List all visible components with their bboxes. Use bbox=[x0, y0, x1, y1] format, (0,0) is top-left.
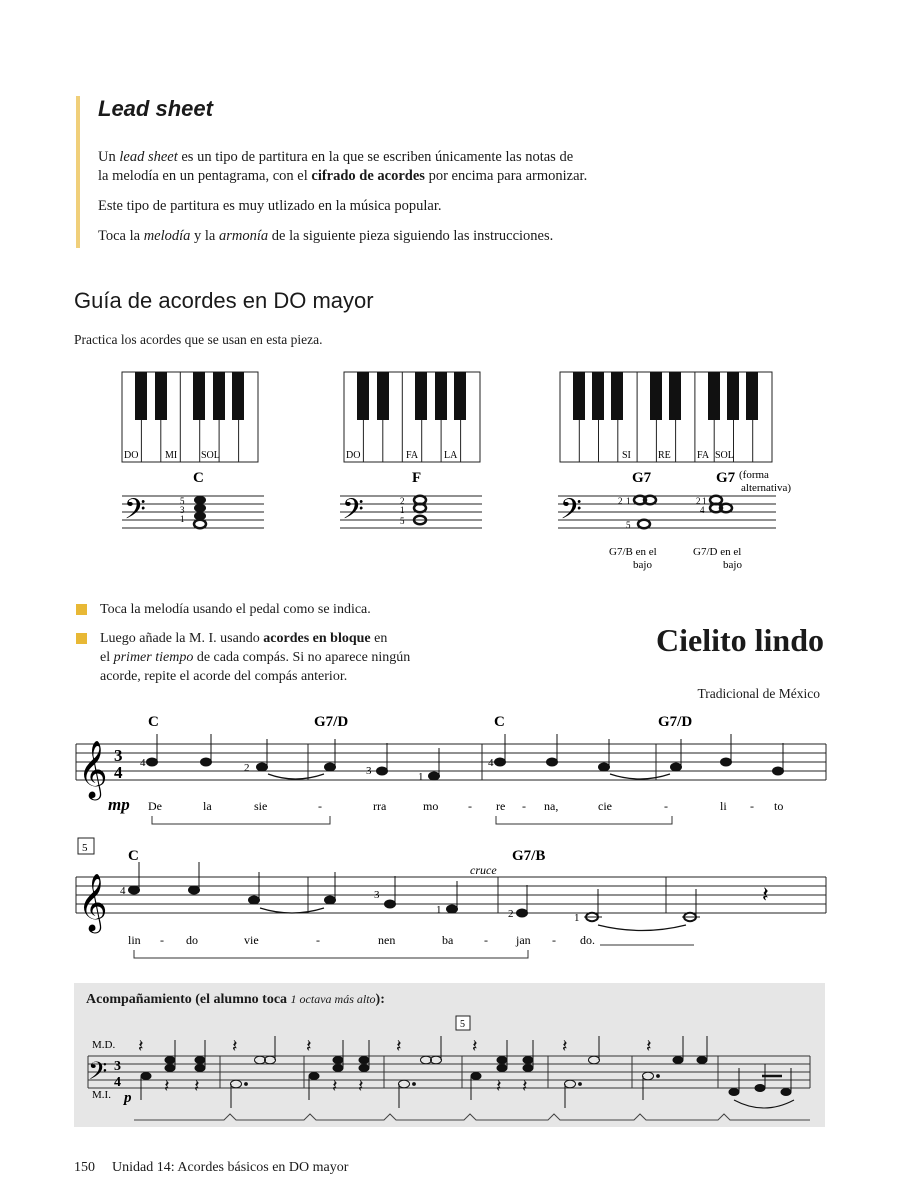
chord-symbol: C bbox=[128, 848, 139, 864]
lyric: la bbox=[203, 799, 212, 813]
key-label: DO bbox=[124, 450, 139, 461]
lyric: - bbox=[316, 933, 320, 947]
svg-text:𝄽: 𝄽 bbox=[194, 1076, 200, 1096]
instruction-2 bbox=[100, 629, 410, 686]
fingering: 4 bbox=[700, 505, 705, 515]
lyric: do bbox=[186, 933, 198, 947]
chord-guide-subtitle: Practica los acordes que se usan en esta pieza. bbox=[74, 332, 323, 347]
fingering: 5 bbox=[400, 516, 405, 526]
treble-staff-1 bbox=[76, 744, 826, 780]
svg-text:𝄽: 𝄽 bbox=[562, 1036, 568, 1056]
chord-symbol: G7/D bbox=[314, 714, 349, 730]
keyboard-f bbox=[344, 372, 480, 462]
pedal-marks bbox=[134, 1114, 810, 1120]
term-cifrado: cifrado de acordes bbox=[311, 168, 425, 184]
bullet-marker bbox=[76, 633, 87, 644]
lyrics-1 bbox=[148, 799, 783, 813]
lyric: re bbox=[496, 799, 506, 813]
lead-sheet-accent-bar bbox=[76, 96, 80, 248]
finger-number: 3 bbox=[366, 765, 372, 777]
lyric: De bbox=[148, 799, 162, 813]
pedal-brackets-1 bbox=[152, 816, 672, 824]
time-signature-bottom: 4 bbox=[114, 1075, 121, 1090]
lh-label: M.I. bbox=[92, 1089, 111, 1101]
lead-sheet-paragraph-1 bbox=[98, 148, 587, 186]
lyric: do. bbox=[580, 933, 595, 947]
text: Un bbox=[98, 149, 120, 165]
rests bbox=[138, 1036, 652, 1096]
fingering: 5 bbox=[180, 496, 185, 506]
chord-symbol: G7/B bbox=[512, 848, 546, 864]
key-label: LA bbox=[444, 450, 458, 461]
term-acordes-en-bloque: acordes en bloque bbox=[263, 631, 371, 646]
instruction-1: Toca la melodía usando el pedal como se indica. bbox=[100, 602, 371, 617]
bullet-marker bbox=[76, 604, 87, 615]
text: ): bbox=[375, 992, 385, 1007]
text: y la bbox=[190, 228, 219, 244]
svg-text:𝄽: 𝄽 bbox=[522, 1076, 528, 1096]
chord-name-f: F bbox=[412, 470, 422, 486]
text: por encima para armonizar. bbox=[424, 168, 588, 184]
bass-clef-icon: 𝄢 bbox=[124, 495, 146, 532]
lyric: rra bbox=[373, 799, 387, 813]
annotation-cruce: cruce bbox=[470, 863, 497, 877]
svg-text:𝄽: 𝄽 bbox=[358, 1076, 364, 1096]
text: la melodía en un pentagrama, con el bbox=[98, 168, 312, 184]
fingering: 2 bbox=[618, 496, 623, 506]
piece-origin: Tradicional de México bbox=[697, 686, 820, 701]
svg-text:𝄽: 𝄽 bbox=[472, 1036, 478, 1056]
text: el bbox=[100, 650, 114, 665]
finger-number: 2 bbox=[508, 908, 514, 920]
lyric: ba bbox=[442, 933, 454, 947]
lyric: lin bbox=[128, 933, 141, 947]
lyric: - bbox=[750, 799, 754, 813]
svg-text:𝄽: 𝄽 bbox=[164, 1076, 170, 1096]
text: en bbox=[370, 631, 388, 646]
accompaniment-score bbox=[74, 1010, 825, 1125]
chord-caption: bajo bbox=[633, 559, 652, 571]
fingering: 1 bbox=[400, 505, 405, 515]
chord-name-c: C bbox=[193, 470, 204, 486]
chord-guide-heading: Guía de acordes en DO mayor bbox=[74, 288, 374, 313]
finger-number: 1 bbox=[418, 771, 424, 783]
fingering: 2 bbox=[696, 496, 701, 506]
lyric: na, bbox=[544, 799, 559, 813]
key-label: DO bbox=[346, 450, 361, 461]
text: de cada compás. Si no aparece ningún bbox=[193, 650, 411, 665]
melody-notes-1 bbox=[147, 734, 784, 780]
chord-alt-note: (forma bbox=[739, 469, 769, 481]
piece-title: Cielito lindo bbox=[655, 622, 824, 658]
time-signature-top: 3 bbox=[114, 1059, 121, 1074]
chord-caption: bajo bbox=[723, 559, 742, 571]
svg-text:𝄽: 𝄽 bbox=[332, 1076, 338, 1096]
treble-clef-icon: 𝄞 bbox=[78, 741, 108, 797]
lyric: - bbox=[664, 799, 668, 813]
lyric: - bbox=[552, 933, 556, 947]
lyric: vie bbox=[244, 933, 259, 947]
key-label: SOL bbox=[201, 450, 220, 461]
term-lead-sheet: lead sheet bbox=[119, 149, 178, 165]
lyric: - bbox=[468, 799, 472, 813]
finger-number: 1 bbox=[574, 912, 580, 924]
lyric: li bbox=[720, 799, 727, 813]
fingering: 2 bbox=[400, 496, 405, 506]
key-label: RE bbox=[658, 450, 671, 461]
svg-text:𝄽: 𝄽 bbox=[396, 1036, 402, 1056]
treble-clef-icon: 𝄞 bbox=[78, 874, 108, 930]
lyric: - bbox=[318, 799, 322, 813]
melody-notes-2 bbox=[129, 862, 701, 931]
text: Luego añade la M. I. usando bbox=[100, 631, 264, 646]
chord-caption: G7/D en el bbox=[693, 546, 742, 558]
lyric: mo bbox=[423, 799, 439, 813]
lyric: nen bbox=[378, 933, 396, 947]
key-label: FA bbox=[406, 450, 419, 461]
chord-alt-note: alternativa) bbox=[741, 482, 792, 494]
chord-symbol: C bbox=[148, 714, 159, 730]
pedal-brackets-2 bbox=[134, 950, 528, 958]
chord-notes-g7-alt bbox=[710, 496, 732, 513]
svg-text:𝄽: 𝄽 bbox=[496, 1076, 502, 1096]
finger-number: 3 bbox=[374, 889, 380, 901]
lyric: cie bbox=[598, 799, 612, 813]
rh-label: M.D. bbox=[92, 1039, 116, 1051]
bass-clef-icon: 𝄢 bbox=[88, 1058, 108, 1091]
svg-text:𝄽: 𝄽 bbox=[138, 1036, 144, 1056]
lead-sheet-title: Lead sheet bbox=[98, 96, 213, 121]
fingering: 1 bbox=[626, 496, 631, 506]
lyric: - bbox=[160, 933, 164, 947]
time-signature-bottom: 4 bbox=[114, 763, 123, 782]
lead-sheet-paragraph-3 bbox=[98, 227, 553, 246]
svg-text:𝄽: 𝄽 bbox=[646, 1036, 652, 1056]
bass-staff-g7 bbox=[558, 496, 776, 528]
chord-symbol: G7/D bbox=[658, 714, 693, 730]
fingering: 3 bbox=[180, 505, 185, 515]
chord-symbol: C bbox=[494, 714, 505, 730]
lyric: jan bbox=[516, 933, 531, 947]
melody-score bbox=[0, 700, 900, 980]
page-number: 150 bbox=[74, 1160, 95, 1175]
chord-guide-graphics bbox=[0, 360, 900, 580]
lyric: to bbox=[774, 799, 784, 813]
lyric: sie bbox=[254, 799, 268, 813]
chord-caption: G7/B en el bbox=[609, 546, 657, 558]
bass-clef-icon: 𝄢 bbox=[560, 495, 582, 532]
term-primer-tiempo: primer tiempo bbox=[113, 650, 194, 665]
lead-sheet-paragraph-2: Este tipo de partitura es muy utlizado en la música popular. bbox=[98, 198, 442, 214]
accompaniment-title bbox=[86, 992, 385, 1008]
key-label: FA bbox=[697, 450, 710, 461]
svg-text:𝄽: 𝄽 bbox=[306, 1036, 312, 1056]
text: de la siguiente pieza siguiendo las instrucciones. bbox=[268, 228, 554, 244]
finger-number: 2 bbox=[244, 762, 250, 774]
key-label: SI bbox=[622, 450, 631, 461]
measure-number: 5 bbox=[460, 1019, 465, 1030]
lyric: - bbox=[484, 933, 488, 947]
svg-text:𝄽: 𝄽 bbox=[232, 1036, 238, 1056]
dynamic-marking: p bbox=[124, 1090, 132, 1106]
finger-number: 1 bbox=[436, 904, 442, 916]
fingering: 1 bbox=[702, 496, 707, 506]
fingering: 1 bbox=[180, 514, 185, 524]
chord-name-g7: G7 bbox=[632, 470, 652, 486]
text: Acompañamiento (el alumno toca bbox=[86, 992, 291, 1007]
lyrics-2 bbox=[128, 933, 595, 947]
dynamic-marking: mp bbox=[108, 795, 130, 814]
finger-number: 4 bbox=[120, 885, 126, 897]
keyboard-g7 bbox=[560, 372, 772, 462]
finger-number: 4 bbox=[488, 757, 494, 769]
finger-number: 4 bbox=[140, 757, 146, 769]
footer-unit-title: Unidad 14: Acordes básicos en DO mayor bbox=[112, 1160, 349, 1175]
chord-name-g7-alt: G7 bbox=[716, 470, 736, 486]
text: acorde, repite el acorde del compás anterior. bbox=[100, 669, 348, 684]
fingering: 5 bbox=[626, 520, 631, 530]
lyric: - bbox=[522, 799, 526, 813]
key-label: MI bbox=[165, 450, 178, 461]
term-melodia: melodía bbox=[143, 228, 191, 244]
quarter-rest-icon: 𝄽 bbox=[762, 882, 769, 907]
term-armonia: armonía bbox=[219, 228, 269, 244]
keyboard-c bbox=[122, 372, 258, 462]
time-signature-top: 3 bbox=[114, 746, 123, 765]
key-label: SOL bbox=[715, 450, 734, 461]
text: es un tipo de partitura en la que se escriben únicamente las notas de bbox=[177, 149, 574, 165]
measure-number: 5 bbox=[82, 842, 88, 854]
text: 1 octava más alto bbox=[290, 992, 376, 1006]
text: Toca la bbox=[98, 228, 144, 244]
bass-clef-icon: 𝄢 bbox=[342, 495, 364, 532]
